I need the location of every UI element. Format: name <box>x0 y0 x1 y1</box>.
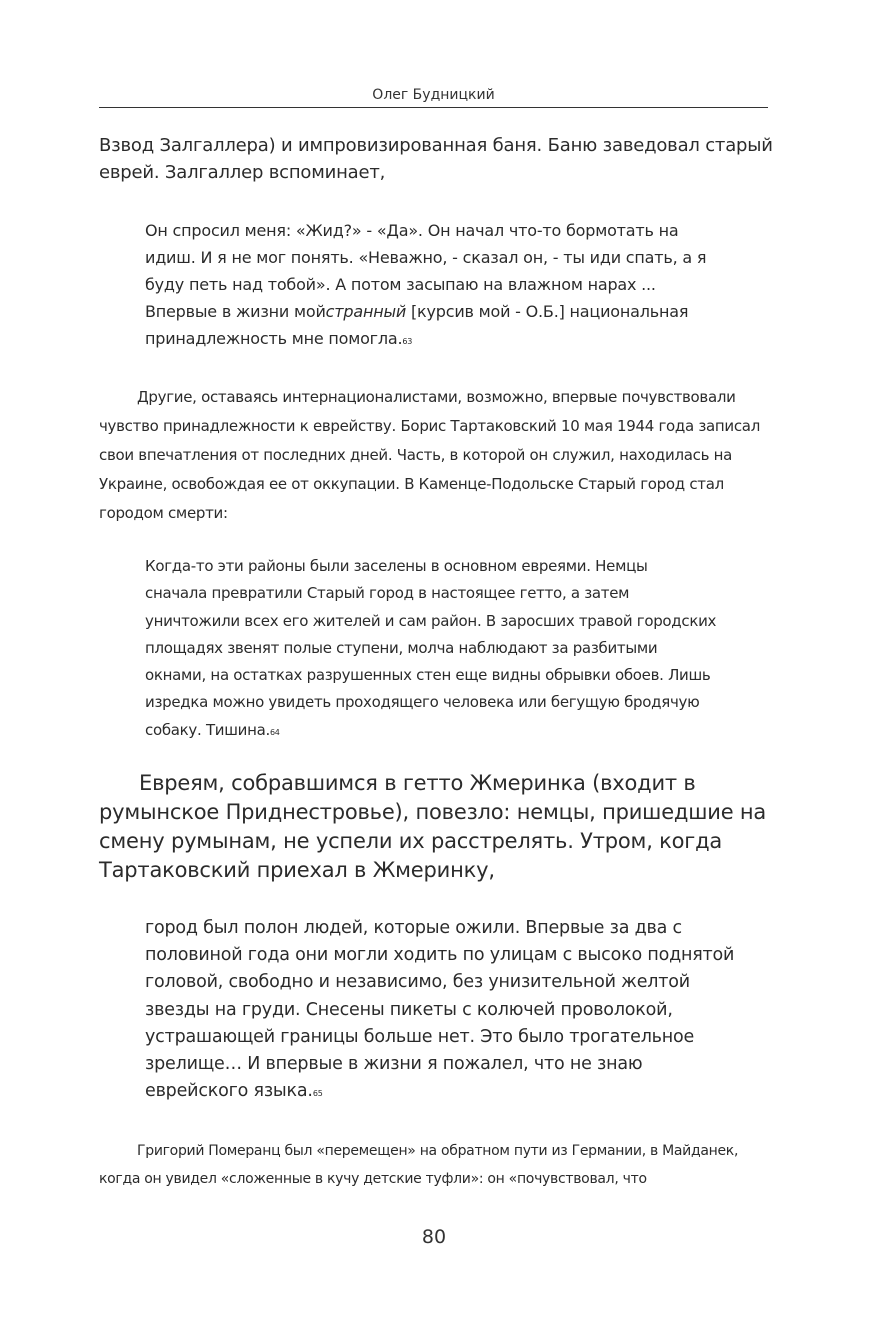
text-line: звезды на груди. Снесены пикеты с колючей проволокой, <box>145 999 673 1020</box>
block-quote-2 <box>145 553 745 746</box>
text-line: принадлежность мне помогла. <box>145 329 403 348</box>
text-line: свои впечатления от последних дней. Часть, в которой он служил, находилась на <box>99 446 732 464</box>
text-line: Григорий Померанц был «перемещен» на обратном пути из Германии, в Майданек, <box>137 1143 739 1159</box>
text-line: Евреям, собравшимся в гетто Жмеринка (входит в <box>139 771 696 795</box>
text-line: Другие, оставаясь интернационалистами, возможно, впервые почувствовали <box>137 388 736 406</box>
paragraph-4 <box>99 1137 789 1193</box>
text-line: когда он увидел «сложенные в кучу детские туфли»: он «почувствовал, что <box>99 1171 647 1187</box>
italic-emphasis: странный <box>325 302 407 321</box>
footnote-marker[interactable]: 64 <box>270 727 280 737</box>
text-line: чувство принадлежности к еврейству. Борис Тартаковский 10 мая 1944 года записал <box>99 417 760 435</box>
text-line: собаку. Тишина. <box>145 720 270 739</box>
text-line: половиной года они могли ходить по улицам с высоко поднятой <box>145 945 735 966</box>
text-line: городом смерти: <box>99 504 228 522</box>
text-line: уничтожили всех его жителей и сам район. В заросших травой городских <box>145 611 717 630</box>
text-line: сначала превратили Старый город в настоящее гетто, а затем <box>145 584 630 603</box>
text-line: смену румынам, не успели их расстрелять. Утром, когда <box>99 829 723 853</box>
page-number: 80 <box>421 1226 447 1248</box>
text-line: [курсив мой - О.Б.] национальная <box>406 302 689 321</box>
footnote-marker[interactable]: 63 <box>402 337 413 346</box>
text-line: идиш. И я не мог понять. «Неважно, - сказал он, - ты иди спать, а я <box>145 248 707 267</box>
paragraph-3 <box>99 769 779 885</box>
text-line: устрашающей границы больше нет. Это было трогательное <box>145 1026 695 1047</box>
block-quote-1 <box>145 217 745 355</box>
text-line: головой, свободно и независимо, без унизительной желтой <box>145 972 690 993</box>
text-line: еврейского языка. <box>145 1081 313 1102</box>
footnote-marker[interactable]: 65 <box>312 1089 323 1099</box>
text-line: Он спросил меня: «Жид?» - «Да». Он начал что-то бормотать на <box>145 221 679 240</box>
block-quote-3 <box>145 915 745 1107</box>
text-line: Когда-то эти районы были заселены в основном евреями. Немцы <box>145 557 648 575</box>
paragraph-1 <box>99 132 779 186</box>
text-line: румынское Приднестровье), повезло: немцы, пришедшие на <box>99 800 767 824</box>
text-line: Тартаковский приехал в Жмеринку, <box>99 858 495 882</box>
text-line: изредка можно увидеть проходящего человека или бегущую бродячую <box>145 693 700 712</box>
text-line: Взвод Залгаллера) и импровизированная баня. Баню заведовал старый <box>99 135 773 156</box>
text-line: еврей. Залгаллер вспоминает, <box>99 162 386 183</box>
running-header: Олег Будницкий <box>99 86 768 108</box>
paragraph-2 <box>99 383 779 528</box>
text-line: Впервые в жизни мой <box>145 302 326 321</box>
text-line: площадях звенят полые ступени, молча наблюдают за разбитыми <box>145 638 658 657</box>
text-line: окнами, на остатках разрушенных стен еще видны обрывки обоев. Лишь <box>145 666 711 685</box>
text-line: город был полон людей, которые ожили. Впервые за два с <box>145 918 682 938</box>
text-line: Украине, освобождая ее от оккупации. В Каменце-Подольске Старый город стал <box>99 475 724 493</box>
text-line: буду петь над тобой». А потом засыпаю на влажном нарах ... <box>145 275 656 294</box>
text-line: зрелище… И впервые в жизни я пожалел, что не знаю <box>145 1054 643 1075</box>
